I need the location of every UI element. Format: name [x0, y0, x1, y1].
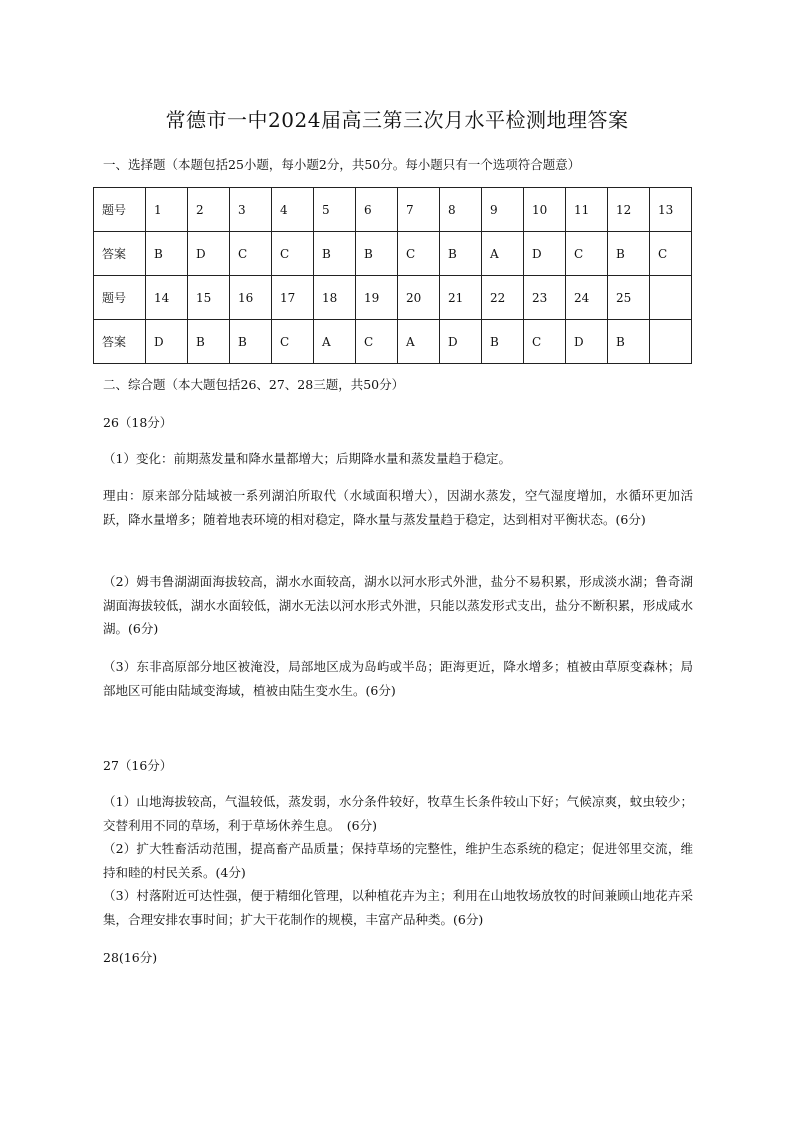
- table-cell: B: [146, 232, 188, 276]
- table-row-answers-2: [94, 320, 692, 364]
- table-cell: B: [482, 320, 524, 364]
- table-cell: 9: [482, 188, 524, 232]
- table-cell: 7: [398, 188, 440, 232]
- row-label: 答案: [94, 232, 146, 276]
- page-title: 常德市一中2024届高三第三次月水平检测地理答案: [165, 108, 629, 132]
- table-row-numbers-2: [94, 276, 692, 320]
- table-cell: C: [524, 320, 566, 364]
- table-cell: 25: [608, 276, 650, 320]
- table-cell: 22: [482, 276, 524, 320]
- table-cell: 13: [650, 188, 692, 232]
- table-cell: 16: [230, 276, 272, 320]
- answer-table: [93, 187, 692, 364]
- question-26-heading: 26（18分）: [103, 415, 173, 430]
- table-cell: 15: [188, 276, 230, 320]
- table-cell: 18: [314, 276, 356, 320]
- table-cell: 14: [146, 276, 188, 320]
- table-cell: A: [398, 320, 440, 364]
- table-cell: D: [440, 320, 482, 364]
- table-cell: B: [188, 320, 230, 364]
- section-1-heading: 一、选择题（本题包括25小题，每小题2分，共50分。每小题只有一个选项符合题意）: [103, 157, 581, 172]
- table-cell: [650, 320, 692, 364]
- table-cell: A: [482, 232, 524, 276]
- row-label: 题号: [94, 276, 146, 320]
- question-27-part-3: （3）村落附近可达性强，便于精细化管理，以种植花卉为主；利用在山地牧场放牧的时间兼顾山地花卉采集，合理安排农事时间；扩大干花制作的规模，丰富产品种类。(6分): [103, 888, 693, 927]
- section-2-heading: 二、综合题（本大题包括26、27、28三题，共50分）: [103, 377, 405, 392]
- table-cell: B: [230, 320, 272, 364]
- table-cell: 17: [272, 276, 314, 320]
- table-cell: 11: [566, 188, 608, 232]
- table-cell: B: [608, 320, 650, 364]
- table-row-answers-1: [94, 232, 692, 276]
- row-label: 题号: [94, 188, 146, 232]
- question-27-part-1: （1）山地海拔较高，气温较低，蒸发弱，水分条件较好，牧草生长条件较山下好；气候凉爽，蚊虫较少；交替利用不同的草场，利于草场休养生息。 (6分): [103, 794, 693, 833]
- table-cell: B: [356, 232, 398, 276]
- table-cell: 20: [398, 276, 440, 320]
- question-28-heading: 28(16分): [103, 950, 158, 965]
- table-cell: C: [398, 232, 440, 276]
- question-26-part-3: （3）东非高原部分地区被淹没，局部地区成为岛屿或半岛；距海更近，降水增多；植被由草原变森林；局部地区可能由陆域变海域，植被由陆生变水生。(6分): [103, 659, 693, 698]
- table-cell: 2: [188, 188, 230, 232]
- table-cell: B: [440, 232, 482, 276]
- table-cell: 19: [356, 276, 398, 320]
- table-cell: 12: [608, 188, 650, 232]
- table-cell: 4: [272, 188, 314, 232]
- row-label: 答案: [94, 320, 146, 364]
- table-cell: 24: [566, 276, 608, 320]
- table-cell: B: [608, 232, 650, 276]
- table-cell: 21: [440, 276, 482, 320]
- table-cell: 8: [440, 188, 482, 232]
- table-row-numbers-1: [94, 188, 692, 232]
- table-cell: [650, 276, 692, 320]
- table-cell: 3: [230, 188, 272, 232]
- table-cell: 5: [314, 188, 356, 232]
- table-cell: B: [314, 232, 356, 276]
- question-26-part-2: （2）姆韦鲁湖湖面海拔较高，湖水水面较高，湖水以河水形式外泄，盐分不易积累，形成淡水湖；鲁奇湖湖面海拔较低，湖水水面较低，湖水无法以河水形式外泄，只能以蒸发形式支出，盐分不断积累，形成咸水湖。(6分): [103, 574, 693, 636]
- table-cell: D: [524, 232, 566, 276]
- table-cell: D: [566, 320, 608, 364]
- table-cell: A: [314, 320, 356, 364]
- table-cell: 6: [356, 188, 398, 232]
- table-cell: C: [566, 232, 608, 276]
- table-cell: D: [188, 232, 230, 276]
- table-cell: C: [272, 320, 314, 364]
- table-cell: C: [272, 232, 314, 276]
- table-cell: C: [356, 320, 398, 364]
- table-cell: C: [650, 232, 692, 276]
- question-26-part-1: （1）变化：前期蒸发量和降水量都增大；后期降水量和蒸发量趋于稳定。: [103, 451, 511, 466]
- table-cell: C: [230, 232, 272, 276]
- question-27-part-2: （2）扩大牲畜活动范围，提高畜产品质量；保持草场的完整性，维护生态系统的稳定；促进邻里交流，维持和睦的村民关系。(4分): [103, 841, 693, 880]
- table-cell: 10: [524, 188, 566, 232]
- question-26-reason: 理由：原来部分陆域被一系列湖泊所取代（水域面积增大），因湖水蒸发，空气湿度增加，水循环更加活跃，降水量增多；随着地表环境的相对稳定，降水量与蒸发量趋于稳定，达到相对平衡状态。(6分): [103, 488, 693, 527]
- table-cell: 1: [146, 188, 188, 232]
- table-cell: 23: [524, 276, 566, 320]
- question-27-heading: 27（16分）: [103, 758, 173, 773]
- table-cell: D: [146, 320, 188, 364]
